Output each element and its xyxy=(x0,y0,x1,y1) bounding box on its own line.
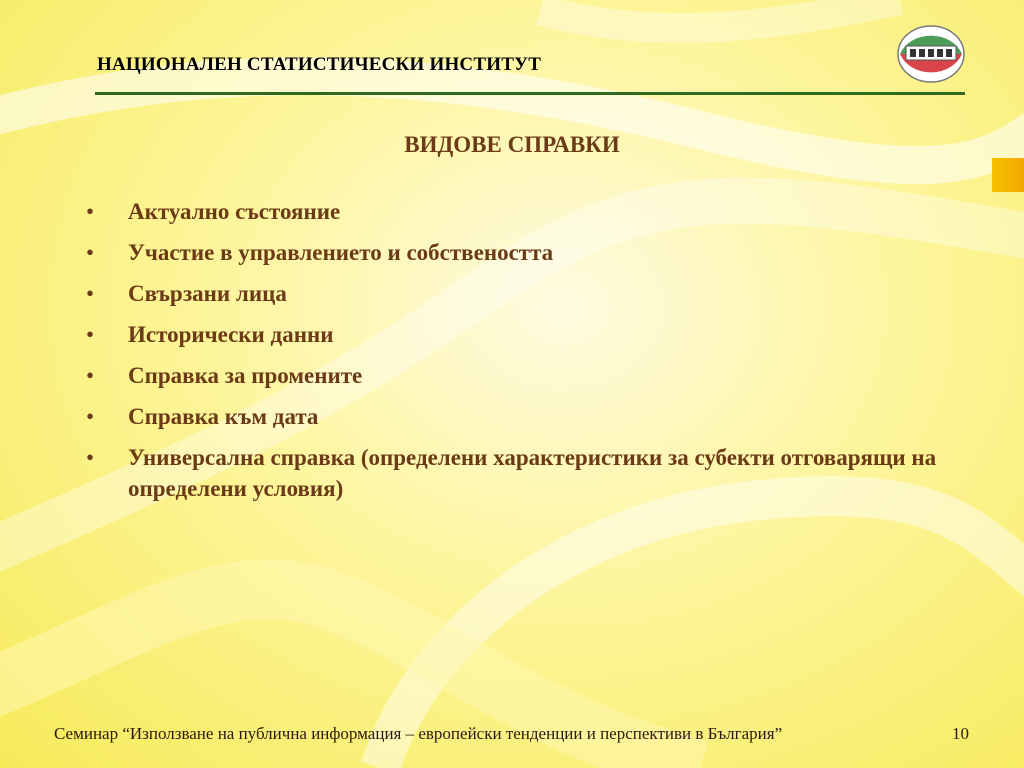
bullet-list xyxy=(86,196,946,514)
nsi-logo-icon xyxy=(896,24,966,84)
bullet-icon: • xyxy=(86,281,95,306)
list-item xyxy=(86,237,946,268)
page-number: 10 xyxy=(952,724,969,743)
side-accent-tab xyxy=(992,158,1024,192)
list-item-text: Универсална справка (определени характеристики за субекти отговарящи на определени условия) xyxy=(128,445,937,501)
bullet-icon: • xyxy=(86,445,95,470)
list-item-text: Свързани лица xyxy=(128,281,287,306)
list-item-text: Справка към дата xyxy=(128,404,319,429)
slide-title: ВИДОВЕ СПРАВКИ xyxy=(404,132,620,157)
list-item xyxy=(86,278,946,309)
footer-seminar-text: Семинар “Използване на публична информация – европейски тенденции и перспективи в България” xyxy=(54,724,783,743)
organization-name: НАЦИОНАЛЕН СТАТИСТИЧЕСКИ ИНСТИТУТ xyxy=(97,54,542,75)
bullet-icon: • xyxy=(86,322,95,347)
bullet-icon: • xyxy=(86,404,95,429)
list-item xyxy=(86,319,946,350)
header-divider xyxy=(95,92,965,95)
list-item-text: Участие в управлението и собствеността xyxy=(128,240,554,265)
bullet-icon: • xyxy=(86,363,95,388)
list-item xyxy=(86,360,946,391)
list-item-text: Справка за промените xyxy=(128,363,363,388)
list-item xyxy=(86,442,946,504)
list-item-text: Актуално състояние xyxy=(128,199,341,224)
list-item xyxy=(86,401,946,432)
list-item xyxy=(86,196,946,227)
bullet-icon: • xyxy=(86,240,95,265)
list-item-text: Исторически данни xyxy=(128,322,334,347)
bullet-icon: • xyxy=(86,199,95,224)
